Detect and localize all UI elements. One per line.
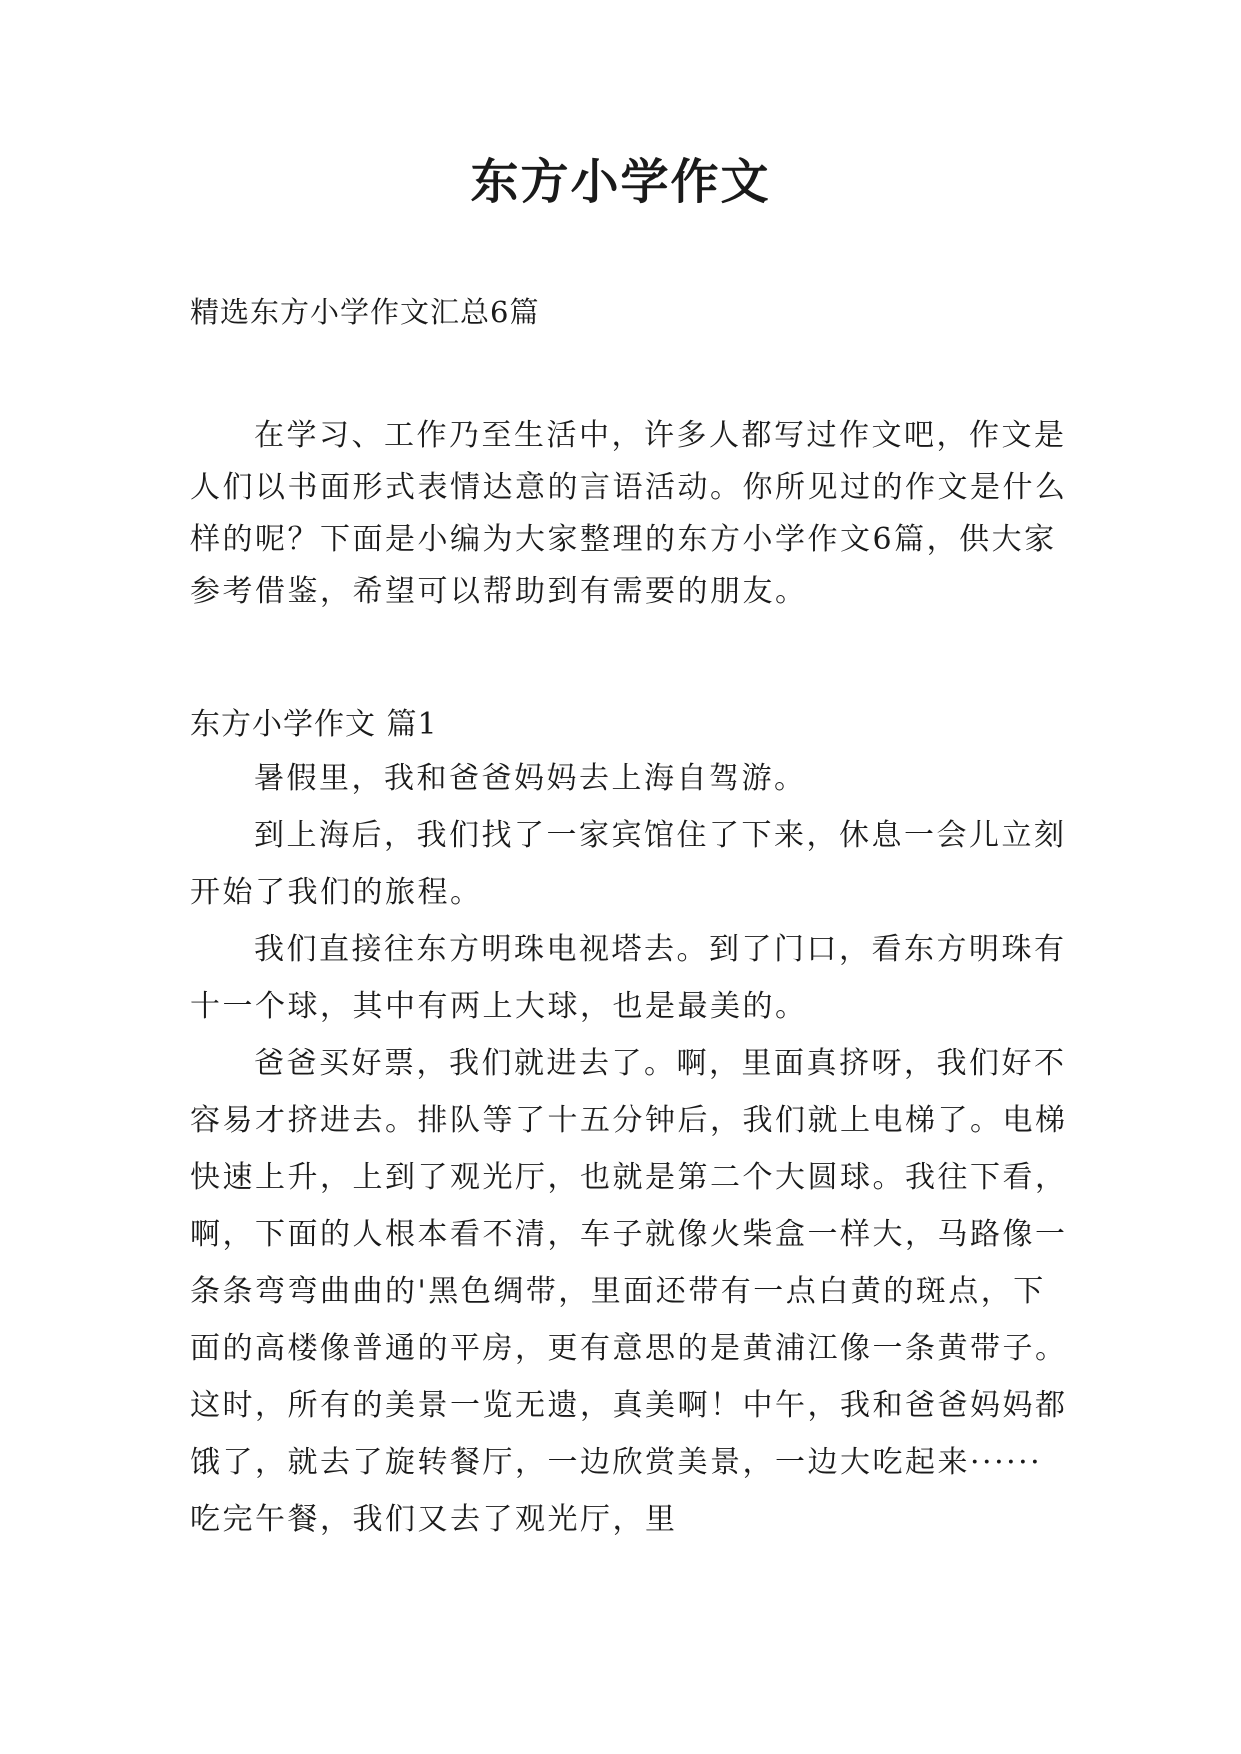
essay-paragraph: 暑假里，我和爸爸妈妈去上海自驾游。 <box>254 761 807 796</box>
essay-paragraph: 爸爸买好票，我们就进去了。啊，里面真挤呀，我们好不容易才挤进去。排队等了十五分钟后，我们就上电梯了。电梯快速上升，上到了观光厅，也就是第二个大圆球。我往下看，啊，下面的人根本看不清，车子就像火柴盒一样大，马路像一条条弯弯曲曲的'黑色绸带，里面还带有一点白黄的斑点，下面的高楼像普通的平房，更有意思的是黄浦江像一条黄带子。这时，所有的美景一览无遗，真美啊！中午，我和爸爸妈妈都饿了，就去了旋转餐厅，一边欣赏美景，一边大吃起来······吃完午餐，我们又去了观光厅，里 <box>190 1046 1068 1537</box>
document-subtitle: 精选东方小学作文汇总6篇 <box>190 295 540 329</box>
intro-paragraph: 在学习、工作乃至生活中，许多人都写过作文吧，作文是人们以书面形式表情达意的言语活动。你所见过的作文是什么样的呢？下面是小编为大家整理的东方小学作文6篇，供大家参考借鉴，希望可以帮助到有需要的朋友。 <box>190 418 1068 609</box>
essay-paragraph: 到上海后，我们找了一家宾馆住了下来，休息一会儿立刻开始了我们的旅程。 <box>190 818 1067 910</box>
essay-section <box>190 700 1070 1548</box>
essay-paragraph: 我们直接往东方明珠电视塔去。到了门口，看东方明珠有十一个球，其中有两上大球，也是最美的。 <box>190 932 1067 1024</box>
intro-section <box>190 410 1070 618</box>
essay-heading: 东方小学作文 篇1 <box>190 707 438 742</box>
document-title: 东方小学作文 <box>470 154 771 210</box>
